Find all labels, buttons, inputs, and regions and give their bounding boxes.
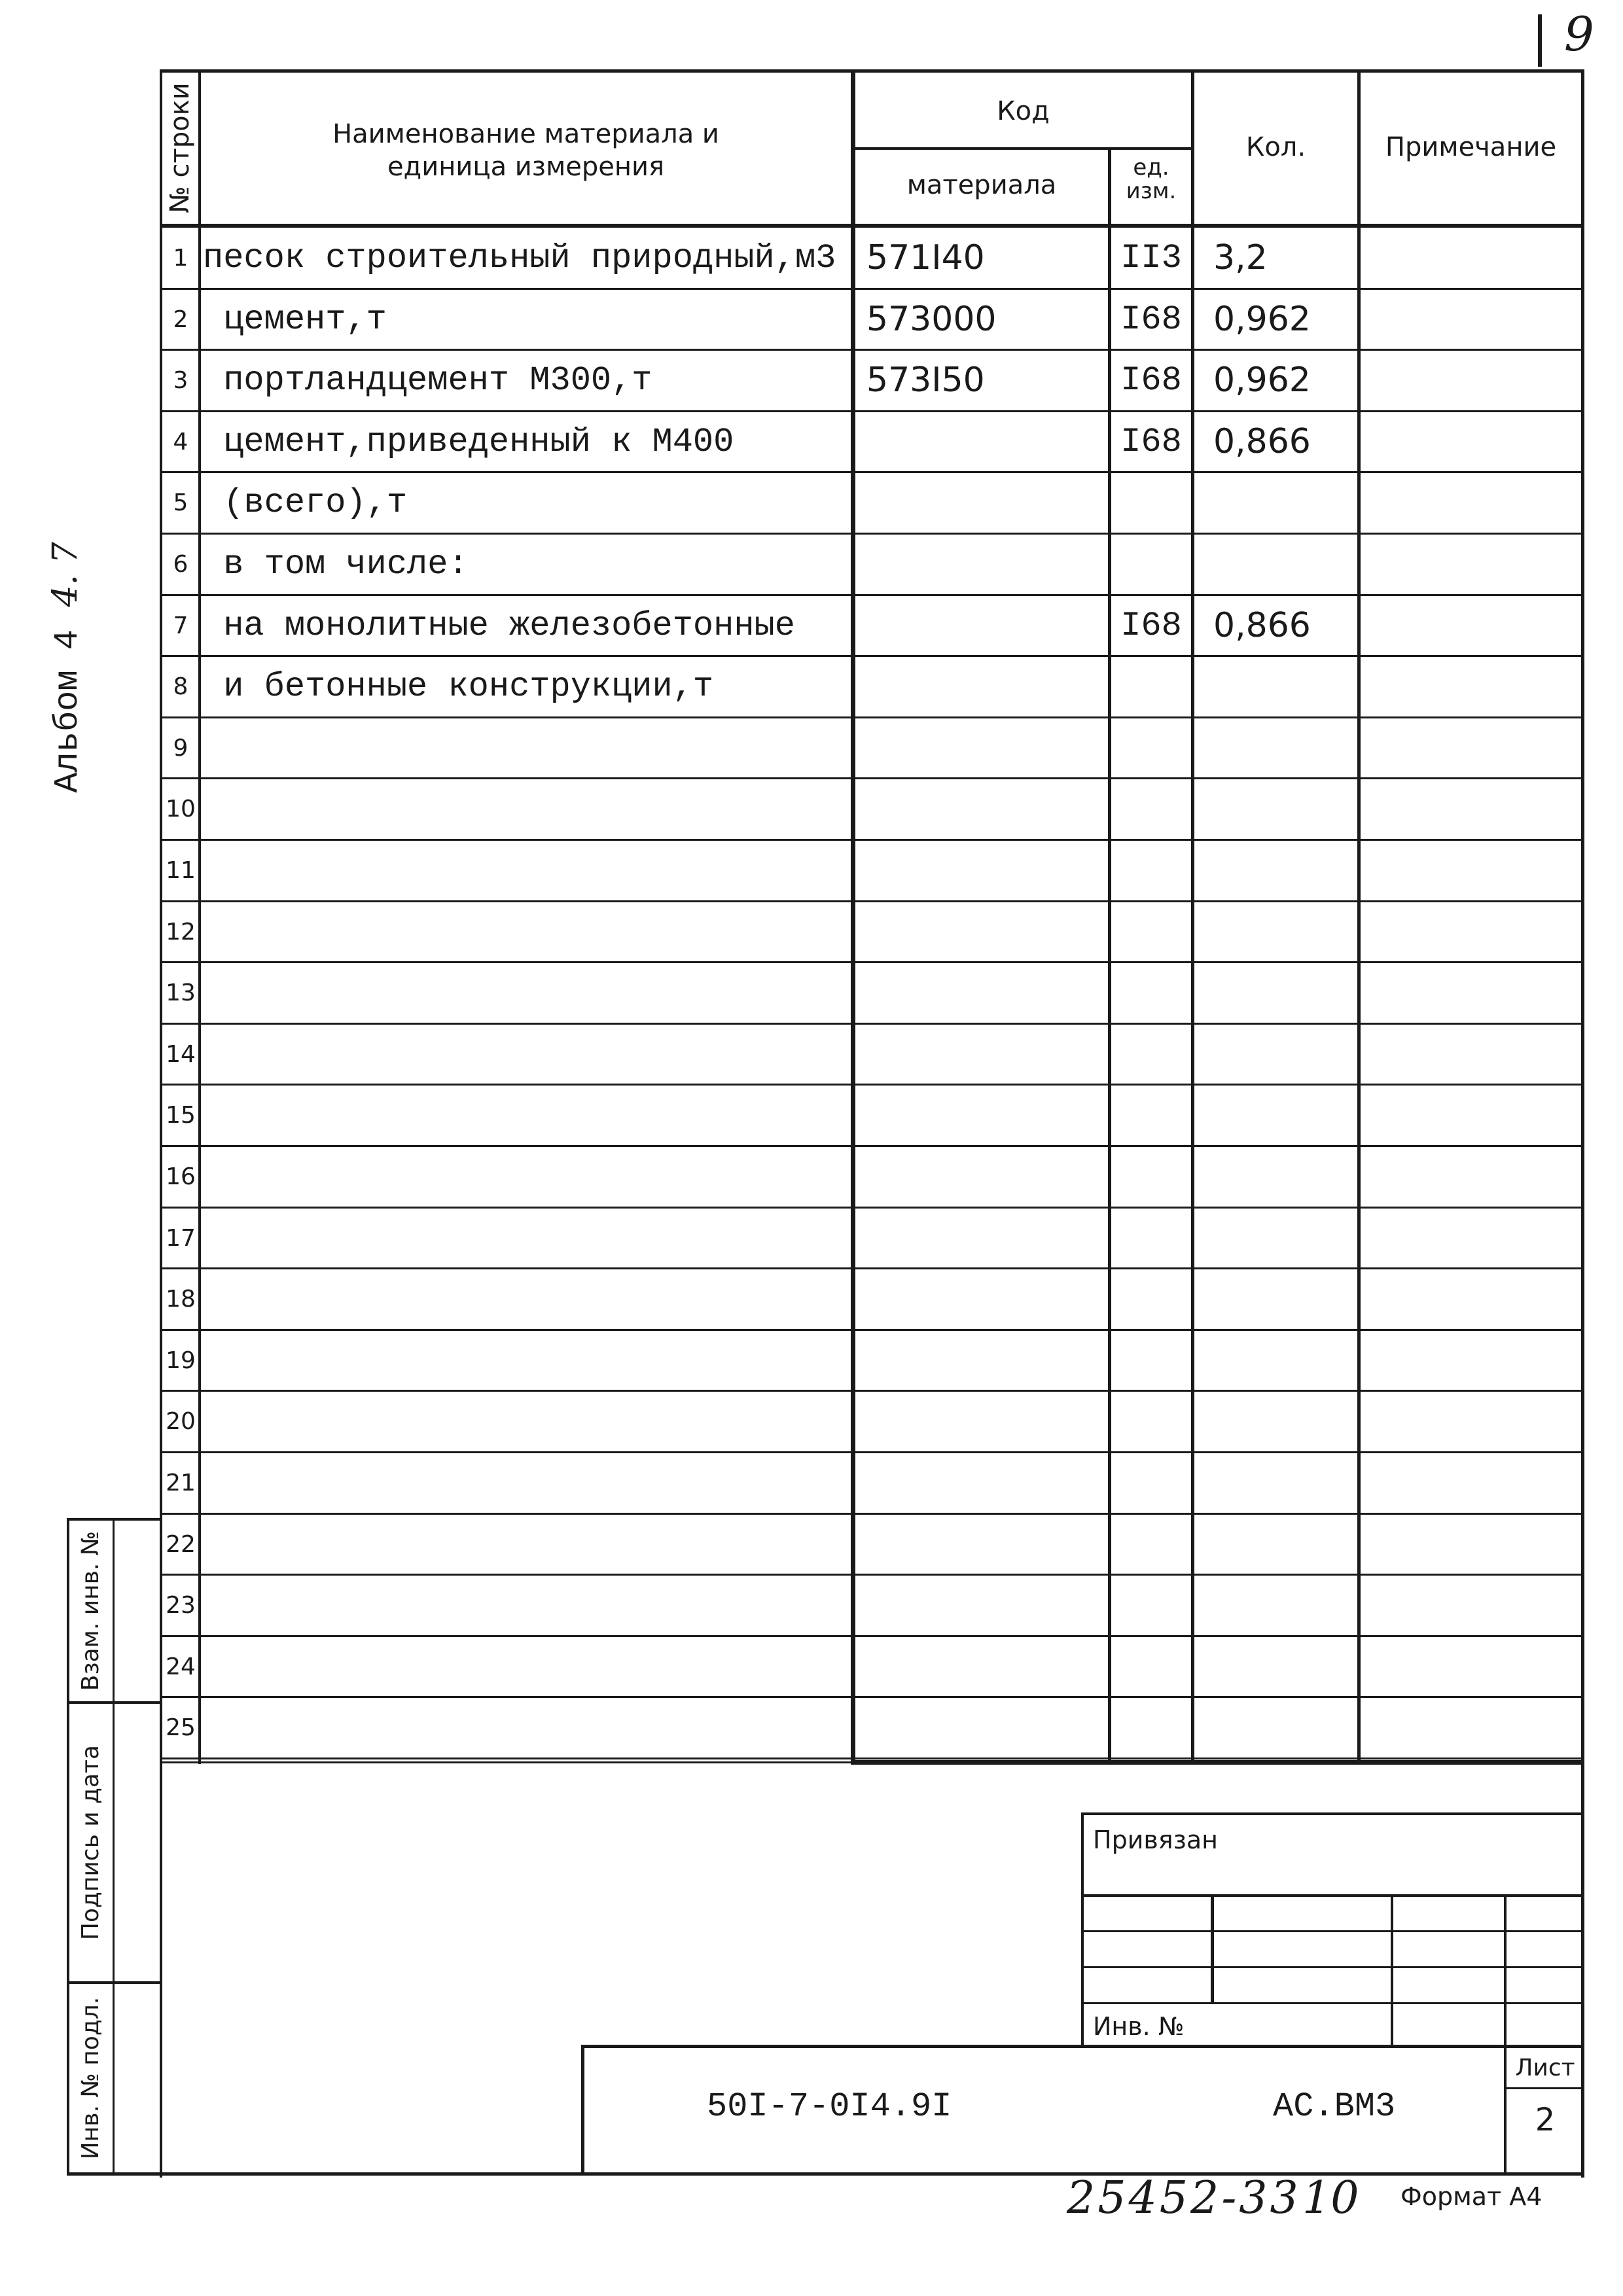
row-material-name: в том числе: xyxy=(203,545,469,584)
table-row xyxy=(160,472,1584,534)
row-number: 19 xyxy=(166,1347,196,1374)
row-number: 14 xyxy=(166,1040,196,1068)
header-code-unit-line2: изм. xyxy=(1126,178,1177,204)
table-row xyxy=(160,1085,1584,1146)
stamp-label-signature-text: Подпись и дата xyxy=(77,1744,104,1941)
header-name-line2: единица измерения xyxy=(387,152,665,182)
table-row xyxy=(160,656,1584,718)
row-material-name: (всего),т xyxy=(203,484,408,523)
row-material-name: песок строительный природный,м3 xyxy=(203,239,836,277)
privyazan-top xyxy=(1081,1812,1584,1815)
sheet-label: Лист xyxy=(1515,2055,1575,2081)
table-row xyxy=(160,902,1584,963)
header-code: Код xyxy=(997,96,1050,126)
privyazan-col2 xyxy=(1391,1894,1393,2045)
row-number: 6 xyxy=(173,551,188,578)
row-unit-code: I68 xyxy=(1120,361,1182,400)
header-name xyxy=(201,118,851,183)
side-label: Альбом 4 xyxy=(48,629,87,793)
table-row xyxy=(160,1453,1584,1514)
table-bottom-border-left xyxy=(160,1761,853,1763)
table-row xyxy=(160,779,1584,840)
privyazan-line3 xyxy=(1081,1966,1584,1968)
table-row xyxy=(160,1146,1584,1208)
table-row xyxy=(160,1269,1584,1330)
sheet-box-mid xyxy=(1504,2087,1584,2089)
row-number: 20 xyxy=(166,1408,196,1436)
privyazan-line2 xyxy=(1081,1930,1584,1932)
header-name-line1: Наименование материала и xyxy=(332,119,719,149)
table-bottom-border xyxy=(851,1760,1584,1765)
row-number: 7 xyxy=(173,612,188,639)
privyazan-line4 xyxy=(1081,2002,1584,2004)
row-number: 24 xyxy=(166,1653,196,1680)
privyazan-line1 xyxy=(1081,1894,1584,1897)
stamp-label-replace-text: Взам. инв. № xyxy=(77,1530,104,1691)
row-number: 12 xyxy=(166,918,196,945)
row-number: 10 xyxy=(166,796,196,823)
doc-mark: АС.ВМ3 xyxy=(1273,2087,1396,2126)
stamp-strip-mid xyxy=(113,1518,115,2172)
row-number: 13 xyxy=(166,980,196,1007)
header-code-split xyxy=(851,147,1192,150)
row-number: 8 xyxy=(173,673,188,701)
table-row xyxy=(160,412,1584,473)
inv-no-label: Инв. № xyxy=(1093,2012,1185,2041)
row-material-name: и бетонные конструкции,т xyxy=(203,667,714,707)
table-row xyxy=(160,1697,1584,1759)
row-number: 16 xyxy=(166,1163,196,1190)
archive-number: 25452-33 xyxy=(1067,2172,1301,2224)
doc-code: 50I-7-0I4.9I xyxy=(707,2087,952,2126)
main-title-top xyxy=(581,2045,1584,2048)
row-material-code: 573I50 xyxy=(866,361,985,400)
header-code-unit xyxy=(1111,156,1191,203)
row-material-name: цемент,т xyxy=(203,300,387,339)
page-number: 9 xyxy=(1564,7,1594,62)
privyazan-label: Привязан xyxy=(1093,1826,1218,1854)
top-right-mark xyxy=(1538,14,1542,67)
row-quantity: 0,866 xyxy=(1213,421,1311,461)
row-unit-code: I68 xyxy=(1120,300,1182,339)
stamp-label-original xyxy=(69,1984,113,2172)
stamp-label-signature xyxy=(69,1704,113,1981)
header-code-material: материала xyxy=(906,170,1057,200)
table-row xyxy=(160,840,1584,902)
header-qty: Кол. xyxy=(1245,132,1306,162)
table-row xyxy=(160,595,1584,657)
row-number: 21 xyxy=(166,1470,196,1496)
row-material-code: 573000 xyxy=(866,299,997,339)
row-material-name: на монолитные железобетонные xyxy=(203,606,795,645)
row-number: 18 xyxy=(166,1286,196,1313)
header-code-unit-line1: ед. xyxy=(1133,154,1169,181)
table-row xyxy=(160,1514,1584,1576)
row-quantity: 3,2 xyxy=(1213,238,1268,277)
row-material-name: портландцемент М300,т xyxy=(203,361,652,400)
header-note: Примечание xyxy=(1385,132,1557,162)
row-unit-code: I68 xyxy=(1120,606,1182,645)
table-row xyxy=(160,289,1584,351)
table-row xyxy=(160,1575,1584,1636)
table-row xyxy=(160,963,1584,1024)
table-row xyxy=(160,1636,1584,1698)
table-row xyxy=(160,350,1584,412)
privyazan-col1 xyxy=(1211,1894,1214,2002)
header-row-number xyxy=(161,72,199,224)
row-number: 15 xyxy=(166,1102,196,1129)
row-number: 22 xyxy=(166,1530,196,1558)
table-row xyxy=(160,228,1584,289)
archive-sheet: 10 xyxy=(1302,2172,1359,2224)
row-number: 3 xyxy=(173,367,188,395)
main-title-left xyxy=(581,2045,584,2176)
table-row xyxy=(160,1391,1584,1453)
table-row xyxy=(160,1208,1584,1269)
header-row-number-label: № строки xyxy=(165,82,195,213)
row-unit-code: I68 xyxy=(1120,422,1182,461)
row-material-name: цемент,приведенный к М400 xyxy=(203,422,734,461)
stamp-label-original-text: Инв. № подл. xyxy=(77,1996,104,2160)
row-quantity: 0,962 xyxy=(1213,361,1311,400)
row-unit-code: II3 xyxy=(1120,239,1182,277)
row-quantity: 0,962 xyxy=(1213,299,1311,339)
side-note: 4. 7 xyxy=(46,542,85,607)
format-label: Формат А4 xyxy=(1400,2182,1543,2211)
row-number: 11 xyxy=(166,857,196,884)
table-row xyxy=(160,1024,1584,1086)
row-number: 4 xyxy=(173,428,188,455)
row-number: 9 xyxy=(173,734,188,762)
sheet-number: 2 xyxy=(1535,2102,1556,2138)
row-number: 25 xyxy=(166,1714,196,1742)
row-number: 1 xyxy=(173,245,188,272)
row-number: 2 xyxy=(173,306,188,333)
stamp-label-replace xyxy=(69,1521,113,1701)
table-row xyxy=(160,534,1584,595)
table-row xyxy=(160,718,1584,779)
table-top-border xyxy=(160,69,1584,73)
row-material-code: 571I40 xyxy=(866,238,985,277)
row-quantity: 0,866 xyxy=(1213,605,1311,645)
row-number: 5 xyxy=(173,489,188,517)
table-row xyxy=(160,1330,1584,1392)
row-number: 23 xyxy=(166,1592,196,1619)
privyazan-col3 xyxy=(1504,1894,1507,2045)
row-number: 17 xyxy=(166,1224,196,1252)
